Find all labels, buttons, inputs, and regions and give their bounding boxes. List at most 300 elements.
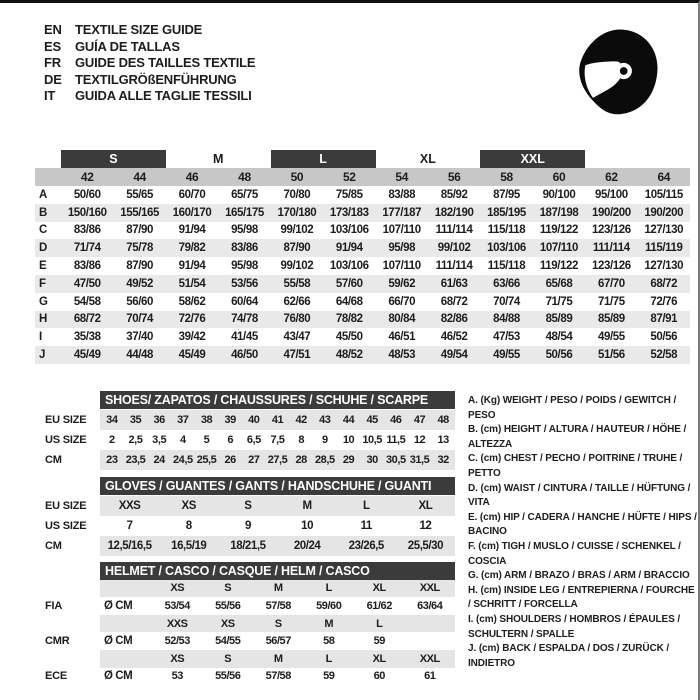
language-code: IT	[44, 88, 56, 104]
value-cell: 72/76	[650, 295, 678, 308]
section-row	[35, 430, 455, 450]
value-cell: 150/160	[67, 206, 107, 219]
value-cell: 23/26,5	[337, 536, 396, 556]
textile-row-b	[35, 204, 690, 222]
size-cell: L	[304, 580, 355, 598]
size-cell: XS	[152, 650, 203, 668]
measurement-legend	[468, 394, 698, 671]
value-cell: 23	[100, 450, 124, 470]
value-cell: 103/106	[487, 242, 526, 255]
value-cell: 6,5	[246, 434, 261, 446]
row-letter: H	[39, 313, 47, 326]
value-cell: 111/114	[435, 224, 473, 237]
value-cell: 20/24	[278, 536, 337, 556]
value-cell: 119/122	[539, 260, 579, 273]
value-cell: 36	[147, 410, 171, 430]
size-cell: L	[354, 615, 405, 633]
size-cell: S	[253, 615, 304, 633]
helmet-data-row	[35, 668, 455, 686]
row-letter: I	[39, 331, 42, 344]
value-cell: 46/51	[388, 331, 416, 344]
value-cell: 37/40	[126, 331, 153, 344]
value-cell: 3,5	[152, 434, 167, 446]
value-cell: 6	[227, 434, 233, 446]
value-cell: 91/94	[335, 242, 363, 255]
value-cell: 60	[373, 670, 385, 683]
value-cell: 39/42	[178, 331, 206, 344]
value-cell: 99/102	[280, 260, 314, 273]
value-cell: 107/110	[382, 224, 421, 237]
value-cell: 44/48	[126, 349, 153, 362]
side-label-empty	[35, 650, 100, 668]
legend-item: H. (cm) INSIDE LEG / ENTREPIERNA / FOURCHE / SCHRITT / FORCELLA	[468, 584, 695, 611]
section-row	[35, 450, 455, 470]
value-cell: 27,5	[266, 450, 290, 470]
value-cell: 83/86	[73, 260, 101, 273]
section-header-row	[35, 477, 455, 496]
value-cell: 50/60	[73, 188, 101, 201]
value-cell: 48	[431, 410, 455, 430]
value-cell: 53	[171, 670, 183, 683]
side-label-empty	[35, 580, 100, 598]
value-cell: 59	[373, 635, 385, 648]
size-cell: 62	[605, 170, 618, 184]
value-cell: 58/62	[178, 295, 206, 308]
size-cell: 56	[447, 170, 461, 184]
value-cell: 48/52	[335, 349, 363, 362]
size-cell	[405, 615, 456, 633]
value-cell: 29	[337, 450, 361, 470]
value-cell: 127/130	[644, 260, 684, 273]
value-cell: 30	[360, 450, 384, 470]
value-cell: 32	[431, 450, 455, 470]
value-cell: 60/70	[178, 188, 206, 201]
value-cell: 43/47	[283, 331, 311, 344]
value-cell: 61	[424, 670, 436, 683]
value-cell: 50/56	[545, 349, 573, 362]
value-cell: 52/53	[164, 635, 190, 648]
value-cell: 111/114	[435, 260, 473, 273]
value-cell: 9	[244, 520, 251, 532]
value-cell: 57/58	[265, 670, 291, 683]
value-cell: 170/180	[277, 206, 317, 219]
value-cell: 41/45	[231, 331, 258, 344]
unit-cell-empty	[100, 615, 152, 633]
value-cell: 45	[360, 410, 384, 430]
value-cell: 115/119	[645, 242, 683, 255]
value-cell: 85/89	[597, 313, 625, 326]
value-cell: 49/55	[597, 331, 625, 344]
value-cell: 46/52	[440, 331, 468, 344]
value-cell: 65/75	[231, 188, 258, 201]
helmet-data-row	[35, 632, 455, 650]
value-cell: 51/54	[178, 277, 206, 290]
helmet-size-row	[35, 650, 455, 668]
value-cell: 25,5	[195, 450, 219, 470]
value-cell: 2	[108, 434, 115, 446]
language-title: TEXTILE SIZE GUIDE	[75, 22, 203, 37]
size-group-s: S	[61, 150, 166, 168]
value-cell: 90/100	[542, 188, 576, 201]
value-cell: 41	[266, 410, 290, 430]
row-letter: J	[39, 349, 45, 362]
section-row	[35, 410, 455, 430]
value-cell: 45/49	[73, 349, 101, 362]
size-group-l: L	[271, 150, 376, 168]
value-cell: 24	[147, 450, 171, 470]
value-cell: 8	[298, 434, 304, 446]
value-cell: 25,5/30	[396, 536, 455, 556]
unit-cell-empty	[100, 580, 152, 598]
textile-row-c	[35, 222, 690, 240]
value-cell: 53/56	[231, 277, 258, 290]
value-cell: 123/126	[591, 224, 631, 237]
value-cell: 55/65	[126, 188, 153, 201]
size-cell: XXL	[405, 580, 456, 598]
section-header-row	[35, 562, 455, 580]
value-cell: 11,5	[386, 434, 406, 446]
textile-size-number-row	[35, 168, 690, 186]
section-row	[35, 536, 455, 556]
textile-row-i	[35, 328, 690, 346]
value-cell: 54/55	[215, 635, 241, 648]
helmet-size-table	[35, 562, 455, 685]
value-cell: 115/118	[487, 260, 526, 273]
value-cell: 49/54	[440, 349, 468, 362]
legend-item: A. (Kg) WEIGHT / PESO / POIDS / GEWITCH / PESO	[468, 395, 677, 421]
size-cell: S	[203, 650, 254, 668]
row-label: US SIZE	[45, 520, 87, 532]
value-cell: 91/94	[178, 260, 206, 273]
value-cell: 47	[408, 410, 432, 430]
size-cell: XXS	[152, 615, 203, 633]
value-cell: 95/100	[594, 188, 628, 201]
value-cell: 39	[218, 410, 242, 430]
value-cell: 45/50	[335, 331, 363, 344]
value-cell: 119/122	[539, 224, 579, 237]
textile-size-table	[35, 150, 690, 364]
size-cell: XS	[203, 615, 254, 633]
value-cell: 45/49	[178, 349, 206, 362]
legend-item: I. (cm) SHOULDERS / HOMBROS / ÉPAULES / SCHULTERN / SPALLE	[468, 613, 681, 640]
value-cell: 87/90	[126, 260, 153, 273]
value-cell: 59	[323, 670, 335, 683]
value-cell: 54/58	[73, 295, 101, 308]
value-cell: 78/82	[335, 313, 363, 326]
language-title: TEXTILGRÖßENFÜHRUNG	[75, 71, 237, 87]
legend-item: E. (cm) HIP / CADERA / HANCHE / HÜFTE / HIPS / BACINO	[468, 511, 697, 538]
row-letter: E	[39, 260, 47, 273]
value-cell: M	[278, 496, 337, 516]
language-title: GUIDE DES TAILLES TEXTILE	[75, 55, 256, 71]
language-code: ES	[44, 38, 61, 54]
value-cell: 10,5	[362, 434, 382, 446]
size-cell: M	[253, 650, 304, 668]
value-cell: 49/55	[493, 349, 520, 362]
row-letter: C	[39, 224, 47, 237]
value-cell: 62/66	[283, 295, 311, 308]
value-cell: 155/165	[120, 206, 159, 219]
size-cell: 42	[80, 170, 94, 184]
language-code: FR	[44, 55, 61, 71]
value-cell: 2,5	[128, 434, 143, 446]
row-label: FIA	[45, 599, 63, 612]
size-cell: 46	[185, 170, 199, 184]
value-cell: 71/74	[73, 242, 101, 255]
value-cell: 190/200	[591, 206, 631, 219]
value-cell: 71/75	[597, 295, 625, 308]
racing-helmet-icon	[569, 23, 665, 119]
language-code: DE	[44, 71, 62, 87]
value-cell	[405, 632, 456, 650]
value-cell: 85/89	[545, 313, 573, 326]
value-cell: 7,5	[270, 434, 285, 446]
value-cell: 84/88	[493, 313, 520, 326]
size-cell: L	[304, 650, 355, 668]
textile-row-a	[35, 186, 690, 204]
section-title: SHOES/ ZAPATOS / CHAUSSURES / SCHUHE / SCARPE	[100, 391, 455, 409]
value-cell: 64/68	[335, 295, 363, 308]
value-cell: XL	[396, 496, 455, 516]
gloves-size-table	[35, 477, 455, 556]
value-cell: 177/187	[382, 206, 422, 219]
language-item	[44, 22, 255, 39]
size-cell: XS	[152, 580, 203, 598]
value-cell: 95/98	[231, 224, 258, 237]
value-cell: 48/54	[545, 331, 573, 344]
shoes-size-table	[35, 391, 455, 470]
side-label-empty	[35, 391, 100, 410]
textile-row-j	[35, 346, 690, 364]
value-cell: 99/102	[280, 224, 314, 237]
value-cell: 56/60	[126, 295, 153, 308]
size-cell: 60	[552, 170, 566, 184]
section-title: GLOVES / GUANTES / GANTS / HANDSCHUHE / GUANTI	[100, 477, 455, 495]
size-cell: M	[253, 580, 304, 598]
row-label: EU SIZE	[45, 414, 87, 426]
value-cell: 12	[419, 520, 432, 532]
value-cell: 87/90	[126, 224, 153, 237]
value-cell: 87/95	[493, 188, 520, 201]
size-cell: 64	[657, 170, 671, 184]
value-cell: 123/126	[591, 260, 631, 273]
value-cell: 52/58	[650, 349, 678, 362]
helmet-data-row	[35, 597, 455, 615]
value-cell: 91/94	[178, 224, 206, 237]
value-cell: 95/98	[231, 260, 258, 273]
value-cell: 34	[100, 410, 124, 430]
value-cell: 107/110	[539, 242, 579, 255]
value-cell: 46/50	[231, 349, 258, 362]
value-cell: 80/84	[388, 313, 416, 326]
value-cell: 26	[218, 450, 242, 470]
row-label: CMR	[45, 635, 70, 648]
value-cell: 70/74	[126, 313, 153, 326]
size-group-xxl: XXL	[480, 150, 585, 168]
legend-item: B. (cm) HEIGHT / ALTURA / HAUTEUR / HÖHE / ALTEZZA	[468, 424, 687, 450]
value-cell: 83/86	[231, 242, 258, 255]
unit-cell: Ø CM	[104, 599, 133, 612]
helmet-size-row	[35, 580, 455, 598]
value-cell: 79/82	[178, 242, 206, 255]
value-cell: 57/58	[265, 599, 291, 612]
value-cell: 47/50	[73, 277, 101, 290]
unit-cell-empty	[100, 650, 152, 668]
value-cell: 95/98	[388, 242, 416, 255]
value-cell: 53/54	[164, 599, 190, 612]
legend-item: D. (cm) WAIST / CINTURA / TAILLE / HÜFTUNG / VITA	[468, 482, 691, 509]
helmet-size-row	[35, 615, 455, 633]
value-cell: 16,5/19	[159, 536, 218, 556]
value-cell: 56/57	[265, 635, 291, 648]
value-cell: S	[218, 496, 277, 516]
language-title: GUIDA ALLE TAGLIE TESSILI	[75, 88, 252, 104]
textile-row-h	[35, 311, 690, 329]
size-cell: 50	[290, 170, 304, 184]
value-cell: 42	[289, 410, 313, 430]
value-cell: 8	[185, 520, 192, 532]
textile-row-d	[35, 239, 690, 257]
value-cell: 185/195	[487, 206, 526, 219]
row-letter: B	[39, 206, 47, 219]
row-label: ECE	[45, 670, 68, 683]
value-cell: 38	[195, 410, 219, 430]
value-cell: 82/86	[440, 313, 468, 326]
size-cell: 52	[343, 170, 356, 184]
value-cell: 49/52	[126, 277, 153, 290]
value-cell: 28,5	[313, 450, 337, 470]
value-cell: 10	[342, 434, 355, 446]
value-cell: 55/58	[283, 277, 311, 290]
value-cell: 99/102	[437, 242, 471, 255]
value-cell: 105/115	[644, 188, 683, 201]
size-cell: 48	[238, 170, 251, 184]
value-cell: 187/198	[539, 206, 579, 219]
value-cell: 61/63	[440, 277, 468, 290]
language-item	[44, 39, 255, 56]
value-cell: 31,5	[408, 450, 432, 470]
value-cell: 60/64	[231, 295, 258, 308]
value-cell: 7	[126, 520, 133, 532]
size-group-m: M	[213, 152, 224, 166]
value-cell: 75/78	[126, 242, 153, 255]
size-cell: 54	[395, 170, 408, 184]
value-cell: 87/91	[650, 313, 678, 326]
value-cell: 24,5	[171, 450, 195, 470]
value-cell: 23,5	[124, 450, 148, 470]
row-letter: A	[39, 188, 47, 201]
value-cell: 44	[337, 410, 361, 430]
value-cell: 111/114	[592, 242, 630, 255]
value-cell: L	[337, 496, 396, 516]
unit-cell: Ø CM	[104, 635, 133, 648]
value-cell: 58	[323, 635, 335, 648]
size-cell: 58	[500, 170, 513, 184]
value-cell: 47/51	[283, 349, 311, 362]
value-cell: 51/56	[597, 349, 625, 362]
value-cell: 87/90	[283, 242, 311, 255]
language-item	[44, 72, 255, 89]
value-cell: 35/38	[73, 331, 101, 344]
language-title: GUÍA DE TALLAS	[75, 38, 180, 54]
legend-item: G. (cm) ARM / BRAZO / BRAS / ARM / BRACCIO	[468, 570, 690, 582]
value-cell: 48/53	[388, 349, 416, 362]
value-cell: 59/60	[316, 599, 342, 612]
value-cell: 43	[313, 410, 337, 430]
textile-row-f	[35, 275, 690, 293]
row-label: US SIZE	[45, 434, 87, 446]
section-row	[35, 496, 455, 516]
value-cell: 35	[124, 410, 148, 430]
row-label: CM	[45, 540, 62, 552]
value-cell: 165/175	[225, 206, 264, 219]
row-letter: G	[39, 295, 48, 308]
side-label-empty	[35, 477, 100, 496]
value-cell: 68/72	[73, 313, 101, 326]
value-cell: 27	[242, 450, 266, 470]
value-cell: 67/70	[597, 277, 625, 290]
value-cell: 68/72	[440, 295, 468, 308]
value-cell: 11	[360, 520, 372, 532]
value-cell: XS	[159, 496, 218, 516]
section-header-row	[35, 391, 455, 410]
section-row	[35, 516, 455, 536]
value-cell: 74/78	[231, 313, 258, 326]
size-cell: M	[304, 615, 355, 633]
side-label-empty	[35, 562, 100, 580]
language-code: EN	[44, 22, 62, 37]
value-cell: 182/190	[434, 206, 474, 219]
value-cell: 76/80	[283, 313, 311, 326]
value-cell: 160/170	[172, 206, 212, 219]
value-cell: 173/183	[329, 206, 369, 219]
size-cell: 44	[133, 170, 146, 184]
value-cell: 55/56	[215, 670, 241, 683]
value-cell: 63/64	[417, 599, 443, 612]
row-letter: D	[39, 242, 47, 255]
size-cell: XXL	[405, 650, 456, 668]
size-cell: XL	[354, 580, 405, 598]
textile-row-e	[35, 257, 690, 275]
value-cell: 72/76	[178, 313, 206, 326]
value-cell: 71/75	[545, 295, 573, 308]
value-cell: 37	[171, 410, 195, 430]
section-title: HELMET / CASCO / CASQUE / HELM / CASCO	[100, 562, 455, 580]
value-cell: 85/92	[440, 188, 468, 201]
value-cell: 12	[413, 434, 426, 446]
value-cell: 10	[301, 520, 314, 532]
value-cell: 9	[321, 434, 328, 446]
value-cell: 75/85	[335, 188, 363, 201]
value-cell: 83/86	[73, 224, 101, 237]
legend-item: C. (cm) CHEST / PECHO / POITRINE / TRUHE / PETTO	[468, 453, 683, 479]
row-label: CM	[45, 454, 62, 466]
row-letter: F	[39, 277, 46, 290]
value-cell: 70/74	[493, 295, 520, 308]
value-cell: 50/56	[650, 331, 678, 344]
value-cell: 103/106	[329, 260, 369, 273]
value-cell: 66/70	[388, 295, 416, 308]
value-cell: 12,5/16,5	[100, 536, 159, 556]
value-cell: 103/106	[329, 224, 369, 237]
language-list	[44, 22, 255, 105]
value-cell: 68/72	[650, 277, 678, 290]
value-cell: 28	[289, 450, 313, 470]
value-cell: 107/110	[382, 260, 421, 273]
row-label: EU SIZE	[45, 500, 87, 512]
value-cell: XXS	[100, 496, 159, 516]
side-label-empty	[35, 615, 100, 633]
